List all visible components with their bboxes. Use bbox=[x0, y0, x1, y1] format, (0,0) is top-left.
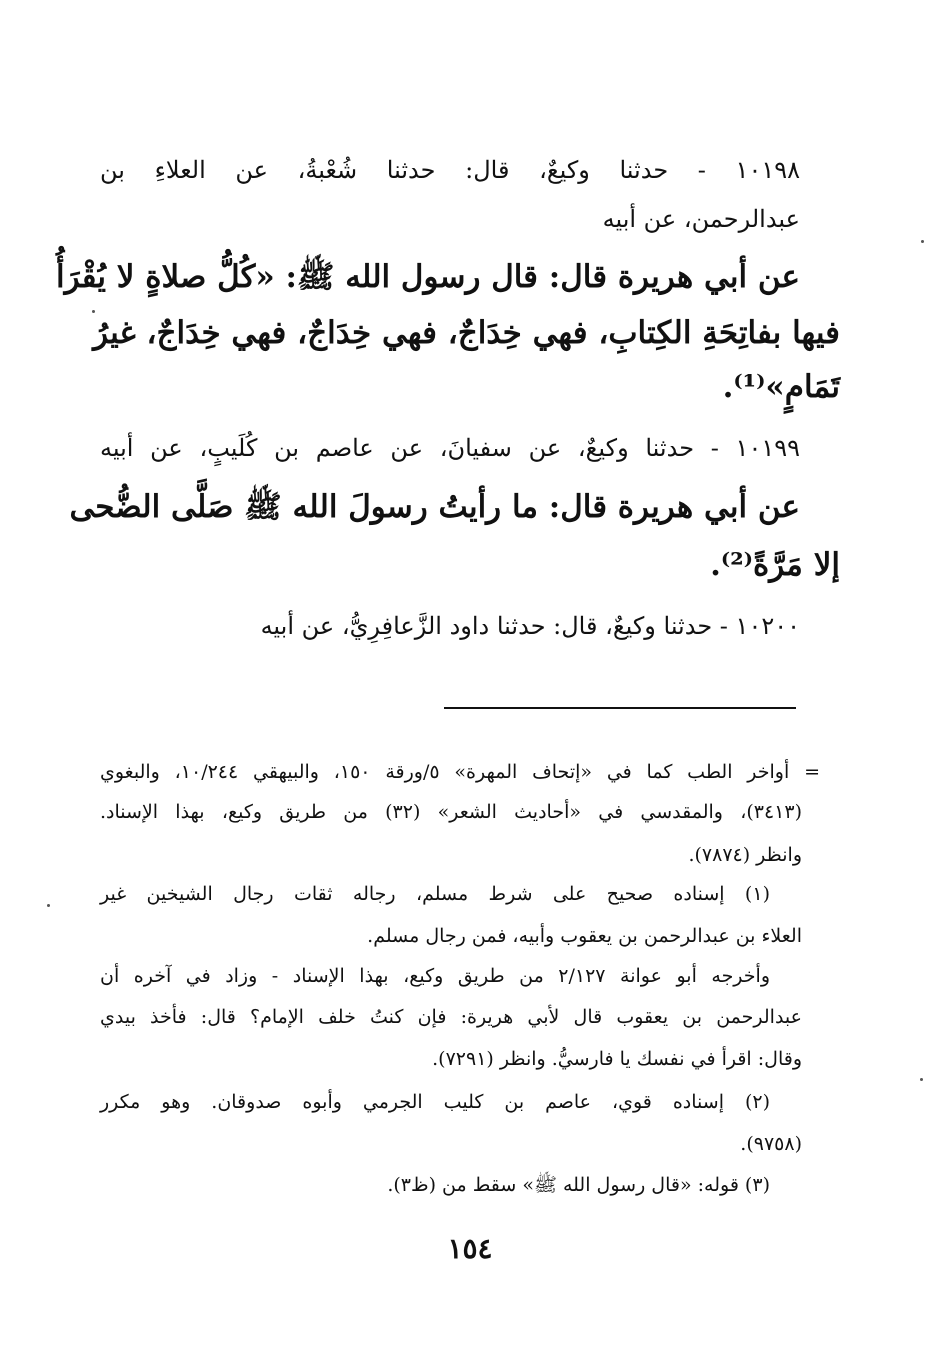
footnote-2-line-2: (٩٧٥٨). bbox=[740, 1133, 802, 1155]
footnote-separator bbox=[444, 707, 796, 709]
footnote-1-line-5: وقال: اقرأ في نفسك يا فارسيُّ. وانظر (٧٢٩١). bbox=[432, 1048, 802, 1070]
footnote-1-line-4: عبدالرحمن بن يعقوب قال لأبي هريرة: فإن كنتُ خلف الإمام؟ قال: فأخذ بيدي bbox=[100, 1006, 802, 1028]
footnote-1-line-2: العلاء بن عبدالرحمن بن يعقوب وأبيه، فمن رجال مسلم. bbox=[367, 925, 802, 947]
footnote-1-line-1: (١) إسناده صحيح على شرط مسلم، رجاله ثقات رجال الشيخين غير bbox=[100, 883, 770, 905]
footnote-continuation-line-1: = أواخر الطب كما في «إتحاف المهرة» ٥/ورقة ١٥٠، والبيهقي ١٠/٢٤٤، والبغوي bbox=[100, 761, 820, 783]
hadith-10198-matn-line-2: فيها بفاتِحَةِ الكِتابِ، فهي خِدَاجٌ، فهي خِدَاجٌ، فهي خِدَاجٌ، غيرُ bbox=[93, 315, 840, 351]
hadith-10198-matn-line-1: عن أبي هريرة قال: قال رسول الله ﷺ: «كُلُّ صلاةٍ لا يُقْرَأُ bbox=[55, 259, 800, 295]
hadith-10199-chain-line-1: ١٠١٩٩ - حدثنا وكيعٌ، عن سفيانَ، عن عاصم بن كُلَيبٍ، عن أبيه bbox=[100, 434, 800, 462]
scan-mark bbox=[92, 310, 95, 313]
hadith-10199-matn-line-1: عن أبي هريرة قال: ما رأيتُ رسولَ الله ﷺ صَلَّى الضُّحى bbox=[69, 489, 800, 525]
hadith-10200-chain-line-1: ١٠٢٠٠ - حدثنا وكيعٌ، قال: حدثنا داود الزَّعافِرِيُّ، عن أبيه bbox=[260, 612, 800, 640]
hadith-10198-matn-line-3: تَمَامٍ»⁽¹⁾. bbox=[722, 369, 840, 405]
footnote-3-line-1: (٣) قوله: «قال رسول الله ﷺ» سقط من (ظ٣). bbox=[387, 1174, 770, 1196]
scan-mark bbox=[921, 240, 924, 243]
scan-mark bbox=[47, 904, 50, 907]
hadith-10198-chain-line-1: ١٠١٩٨ - حدثنا وكيعٌ، قال: حدثنا شُعْبةُ، عن العلاءِ بن bbox=[100, 156, 800, 184]
page-number: ١٥٤ bbox=[447, 1232, 493, 1265]
footnote-2-line-1: (٢) إسناده قوي، عاصم بن كليب الجرمي وأبوه صدوقان. وهو مكرر bbox=[100, 1091, 770, 1113]
scan-mark bbox=[920, 1078, 923, 1081]
hadith-10199-matn-line-2: إلا مَرَّةً⁽²⁾. bbox=[710, 547, 840, 583]
footnote-continuation-line-2: (٣٤١٣)، والمقدسي في «أحاديث الشعر» (٣٢) من طريق وكيع، بهذا الإسناد. bbox=[100, 801, 802, 823]
hadith-10198-chain-line-2: عبدالرحمن، عن أبيه bbox=[602, 205, 800, 233]
footnote-1-line-3: وأخرجه أبو عوانة ٢/١٢٧ من طريق وكيع، بهذا الإسناد - وزاد في آخره أن bbox=[100, 965, 770, 987]
footnote-continuation-line-3: وانظر (٧٨٧٤). bbox=[688, 844, 802, 866]
